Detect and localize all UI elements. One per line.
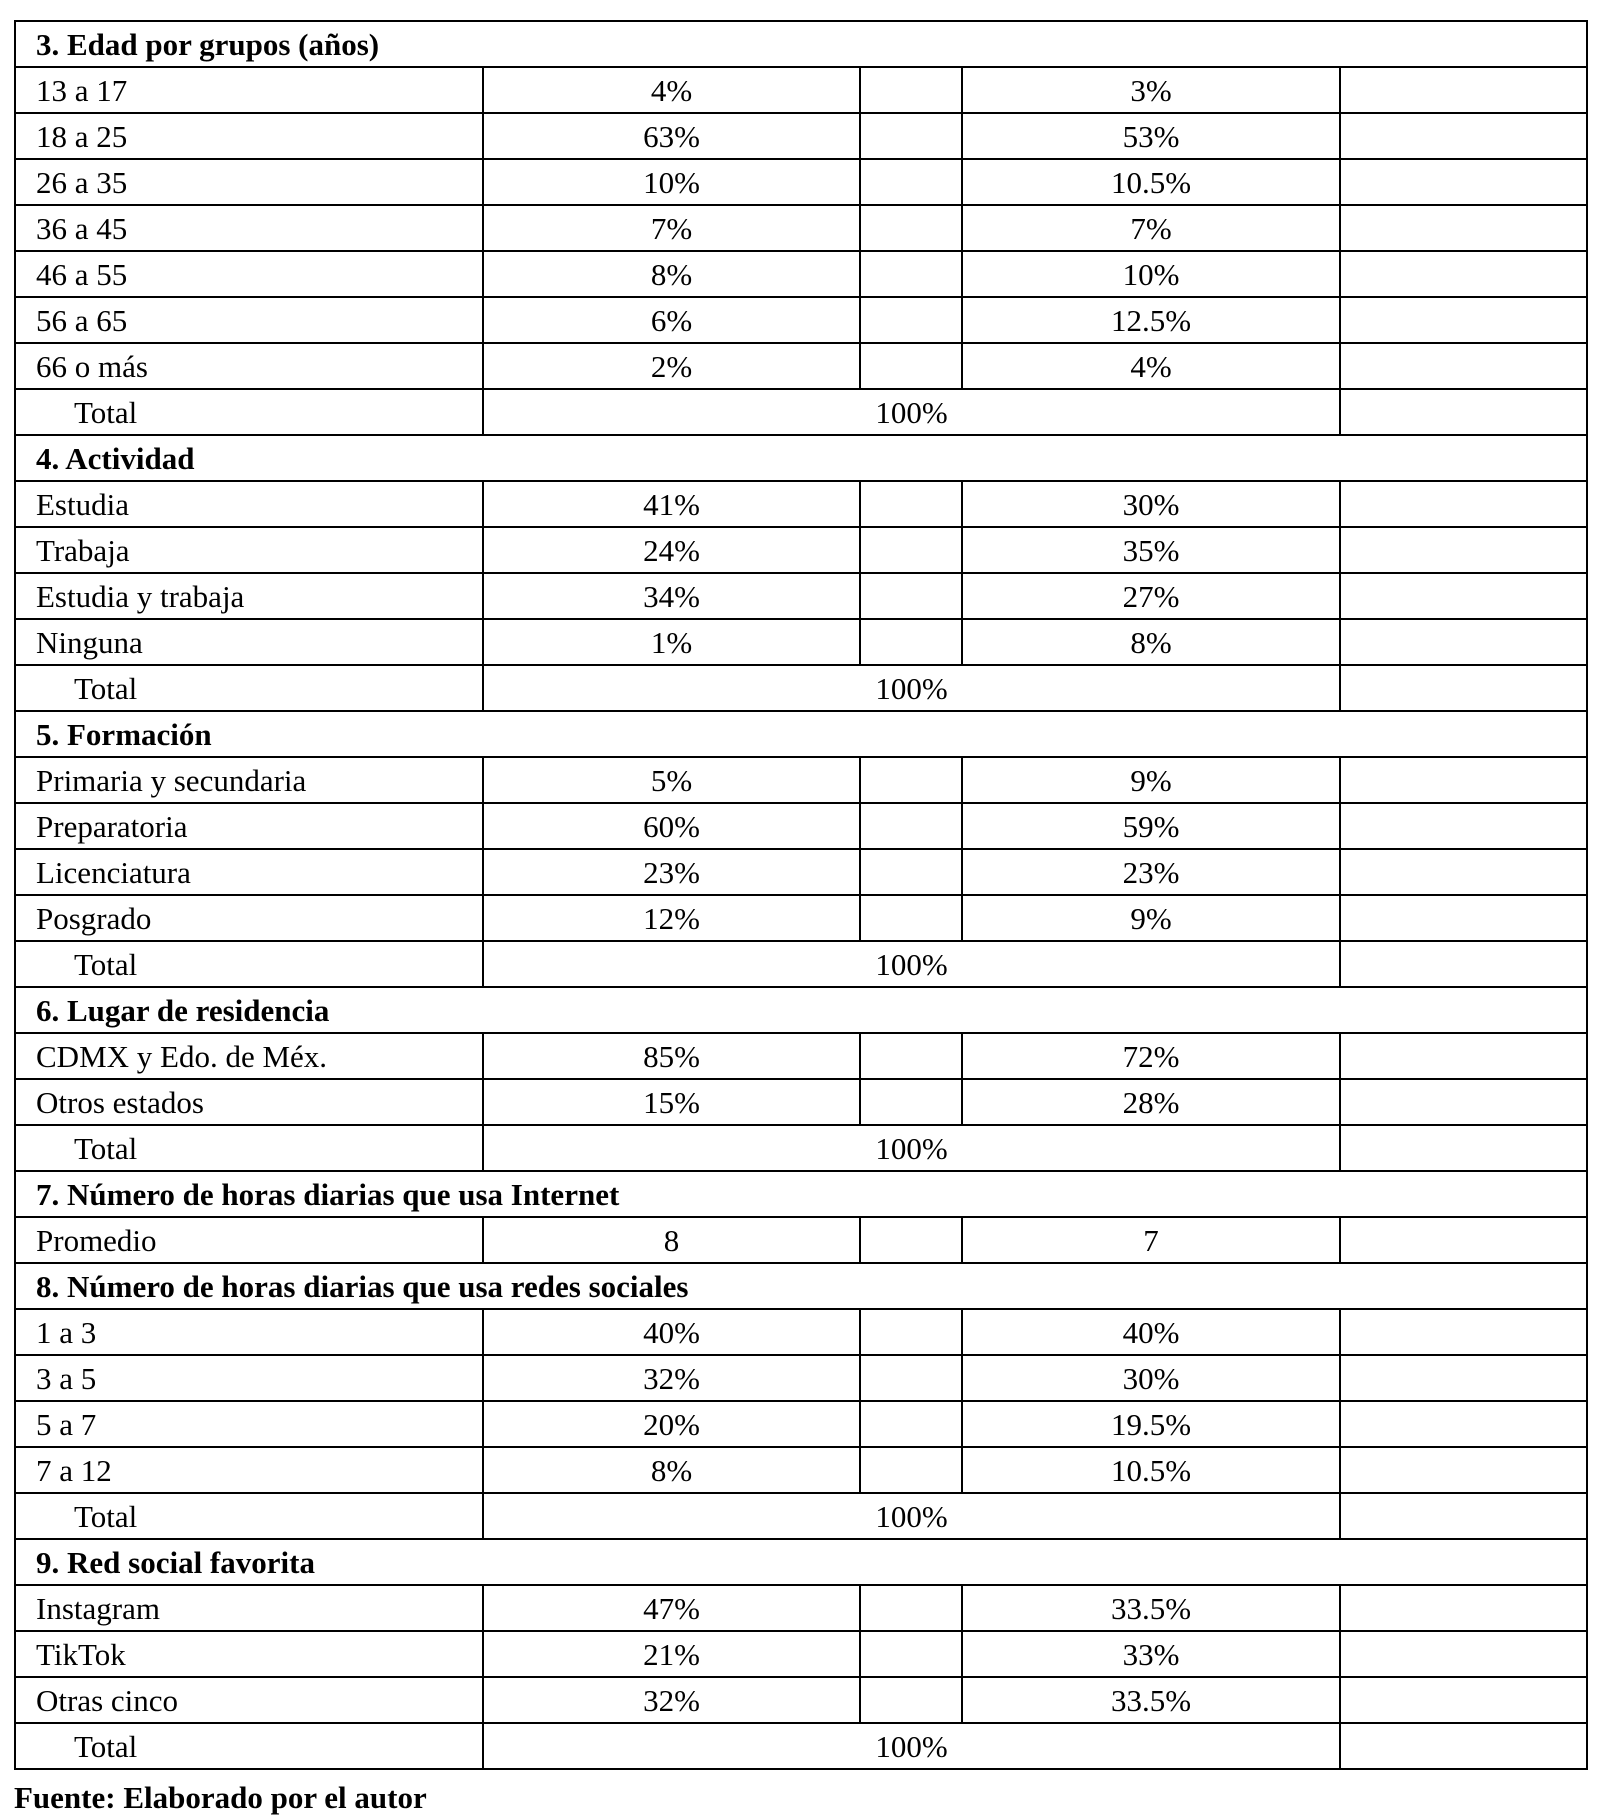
row-label: Primaria y secundaria (15, 757, 483, 803)
empty-cell (1340, 619, 1587, 665)
empty-cell (1340, 1723, 1587, 1769)
empty-cell (860, 849, 962, 895)
row-label: 46 a 55 (15, 251, 483, 297)
empty-cell (860, 527, 962, 573)
table-row (15, 481, 1587, 527)
section-title: 7. Número de horas diarias que usa Internet (15, 1171, 1587, 1217)
table-row (15, 1033, 1587, 1079)
value-col-1: 4% (483, 67, 860, 113)
empty-cell (1340, 113, 1587, 159)
row-label: Posgrado (15, 895, 483, 941)
empty-cell (860, 67, 962, 113)
value-col-1: 1% (483, 619, 860, 665)
table-row (15, 205, 1587, 251)
value-col-2: 40% (962, 1309, 1340, 1355)
empty-cell (860, 895, 962, 941)
value-col-2: 53% (962, 113, 1340, 159)
value-col-1: 10% (483, 159, 860, 205)
row-label: Trabaja (15, 527, 483, 573)
empty-cell (1340, 389, 1587, 435)
empty-cell (860, 1355, 962, 1401)
section-header-row (15, 711, 1587, 757)
empty-cell (1340, 1401, 1587, 1447)
empty-cell (1340, 527, 1587, 573)
value-col-2: 59% (962, 803, 1340, 849)
section-title: 6. Lugar de residencia (15, 987, 1587, 1033)
row-label: Preparatoria (15, 803, 483, 849)
section-header-row (15, 435, 1587, 481)
row-label: 13 a 17 (15, 67, 483, 113)
total-row (15, 389, 1587, 435)
row-label: Licenciatura (15, 849, 483, 895)
empty-cell (860, 1585, 962, 1631)
table-row (15, 527, 1587, 573)
row-label: Instagram (15, 1585, 483, 1631)
total-label: Total (15, 389, 483, 435)
table-row (15, 803, 1587, 849)
table-row (15, 573, 1587, 619)
value-col-2: 28% (962, 1079, 1340, 1125)
empty-cell (1340, 1079, 1587, 1125)
row-label: 36 a 45 (15, 205, 483, 251)
total-value: 100% (483, 1493, 1340, 1539)
empty-cell (1340, 1447, 1587, 1493)
row-label: Promedio (15, 1217, 483, 1263)
value-col-2: 72% (962, 1033, 1340, 1079)
value-col-1: 5% (483, 757, 860, 803)
table-row (15, 849, 1587, 895)
table-row (15, 1079, 1587, 1125)
value-col-1: 41% (483, 481, 860, 527)
total-value: 100% (483, 1125, 1340, 1171)
row-label: TikTok (15, 1631, 483, 1677)
value-col-2: 30% (962, 481, 1340, 527)
empty-cell (860, 1079, 962, 1125)
empty-cell (1340, 251, 1587, 297)
value-col-1: 23% (483, 849, 860, 895)
total-row (15, 1723, 1587, 1769)
value-col-1: 60% (483, 803, 860, 849)
row-label: 18 a 25 (15, 113, 483, 159)
total-label: Total (15, 941, 483, 987)
empty-cell (860, 1447, 962, 1493)
total-label: Total (15, 1723, 483, 1769)
empty-cell (1340, 665, 1587, 711)
empty-cell (1340, 849, 1587, 895)
empty-cell (860, 1401, 962, 1447)
empty-cell (1340, 1125, 1587, 1171)
value-col-2: 10.5% (962, 159, 1340, 205)
empty-cell (1340, 1217, 1587, 1263)
row-label: 1 a 3 (15, 1309, 483, 1355)
total-label: Total (15, 1493, 483, 1539)
value-col-2: 9% (962, 895, 1340, 941)
empty-cell (860, 573, 962, 619)
section-header-row (15, 1171, 1587, 1217)
table-row (15, 1309, 1587, 1355)
value-col-2: 8% (962, 619, 1340, 665)
value-col-2: 12.5% (962, 297, 1340, 343)
value-col-2: 27% (962, 573, 1340, 619)
table-row (15, 159, 1587, 205)
value-col-2: 3% (962, 67, 1340, 113)
empty-cell (1340, 1585, 1587, 1631)
table-row (15, 1447, 1587, 1493)
value-col-2: 10.5% (962, 1447, 1340, 1493)
value-col-2: 33% (962, 1631, 1340, 1677)
empty-cell (1340, 297, 1587, 343)
row-label: Otras cinco (15, 1677, 483, 1723)
section-title: 5. Formación (15, 711, 1587, 757)
empty-cell (860, 1309, 962, 1355)
value-col-1: 24% (483, 527, 860, 573)
section-header-row (15, 1539, 1587, 1585)
table-row (15, 757, 1587, 803)
table-row (15, 1217, 1587, 1263)
empty-cell (860, 159, 962, 205)
value-col-2: 33.5% (962, 1585, 1340, 1631)
value-col-1: 12% (483, 895, 860, 941)
row-label: Ninguna (15, 619, 483, 665)
empty-cell (860, 619, 962, 665)
section-title: 3. Edad por grupos (años) (15, 21, 1587, 67)
value-col-2: 33.5% (962, 1677, 1340, 1723)
value-col-1: 20% (483, 1401, 860, 1447)
total-value: 100% (483, 941, 1340, 987)
section-header-row (15, 987, 1587, 1033)
table-row (15, 895, 1587, 941)
value-col-2: 23% (962, 849, 1340, 895)
table-row (15, 297, 1587, 343)
empty-cell (860, 205, 962, 251)
table-row (15, 67, 1587, 113)
value-col-2: 7% (962, 205, 1340, 251)
value-col-1: 47% (483, 1585, 860, 1631)
total-row (15, 1493, 1587, 1539)
empty-cell (860, 1217, 962, 1263)
value-col-1: 32% (483, 1355, 860, 1401)
table-row (15, 1401, 1587, 1447)
empty-cell (1340, 757, 1587, 803)
total-label: Total (15, 665, 483, 711)
empty-cell (1340, 1033, 1587, 1079)
value-col-1: 8 (483, 1217, 860, 1263)
empty-cell (1340, 573, 1587, 619)
empty-cell (1340, 481, 1587, 527)
value-col-1: 8% (483, 1447, 860, 1493)
empty-cell (1340, 1309, 1587, 1355)
table-row (15, 619, 1587, 665)
section-header-row (15, 1263, 1587, 1309)
table-row (15, 251, 1587, 297)
row-label: 3 a 5 (15, 1355, 483, 1401)
row-label: 5 a 7 (15, 1401, 483, 1447)
document (14, 20, 1586, 1816)
total-label: Total (15, 1125, 483, 1171)
empty-cell (860, 1677, 962, 1723)
section-title: 8. Número de horas diarias que usa redes sociales (15, 1263, 1587, 1309)
empty-cell (1340, 1355, 1587, 1401)
row-label: Estudia y trabaja (15, 573, 483, 619)
row-label: CDMX y Edo. de Méx. (15, 1033, 483, 1079)
row-label: Estudia (15, 481, 483, 527)
row-label: Otros estados (15, 1079, 483, 1125)
table-row (15, 1585, 1587, 1631)
empty-cell (860, 113, 962, 159)
empty-cell (1340, 1677, 1587, 1723)
total-value: 100% (483, 665, 1340, 711)
empty-cell (1340, 205, 1587, 251)
table-row (15, 343, 1587, 389)
value-col-1: 63% (483, 113, 860, 159)
total-value: 100% (483, 389, 1340, 435)
table-row (15, 1355, 1587, 1401)
empty-cell (860, 251, 962, 297)
empty-cell (860, 803, 962, 849)
value-col-1: 2% (483, 343, 860, 389)
value-col-1: 15% (483, 1079, 860, 1125)
empty-cell (860, 297, 962, 343)
data-table (14, 20, 1588, 1770)
empty-cell (1340, 1493, 1587, 1539)
empty-cell (1340, 159, 1587, 205)
section-title: 9. Red social favorita (15, 1539, 1587, 1585)
empty-cell (1340, 941, 1587, 987)
value-col-2: 4% (962, 343, 1340, 389)
row-label: 7 a 12 (15, 1447, 483, 1493)
value-col-2: 35% (962, 527, 1340, 573)
section-title: 4. Actividad (15, 435, 1587, 481)
value-col-2: 7 (962, 1217, 1340, 1263)
empty-cell (1340, 803, 1587, 849)
total-row (15, 941, 1587, 987)
value-col-1: 34% (483, 573, 860, 619)
value-col-1: 7% (483, 205, 860, 251)
value-col-1: 32% (483, 1677, 860, 1723)
value-col-2: 19.5% (962, 1401, 1340, 1447)
value-col-2: 10% (962, 251, 1340, 297)
total-value: 100% (483, 1723, 1340, 1769)
empty-cell (860, 343, 962, 389)
value-col-1: 21% (483, 1631, 860, 1677)
row-label: 26 a 35 (15, 159, 483, 205)
row-label: 66 o más (15, 343, 483, 389)
empty-cell (860, 481, 962, 527)
table-row (15, 113, 1587, 159)
empty-cell (1340, 343, 1587, 389)
empty-cell (860, 1631, 962, 1677)
total-row (15, 665, 1587, 711)
row-label: 56 a 65 (15, 297, 483, 343)
table-row (15, 1677, 1587, 1723)
empty-cell (1340, 1631, 1587, 1677)
value-col-1: 8% (483, 251, 860, 297)
value-col-1: 40% (483, 1309, 860, 1355)
section-header-row (15, 21, 1587, 67)
value-col-2: 9% (962, 757, 1340, 803)
empty-cell (860, 1033, 962, 1079)
value-col-1: 6% (483, 297, 860, 343)
total-row (15, 1125, 1587, 1171)
value-col-2: 30% (962, 1355, 1340, 1401)
table-row (15, 1631, 1587, 1677)
empty-cell (860, 757, 962, 803)
empty-cell (1340, 895, 1587, 941)
value-col-1: 85% (483, 1033, 860, 1079)
source-note: Fuente: Elaborado por el autor (14, 1780, 427, 1815)
empty-cell (1340, 67, 1587, 113)
